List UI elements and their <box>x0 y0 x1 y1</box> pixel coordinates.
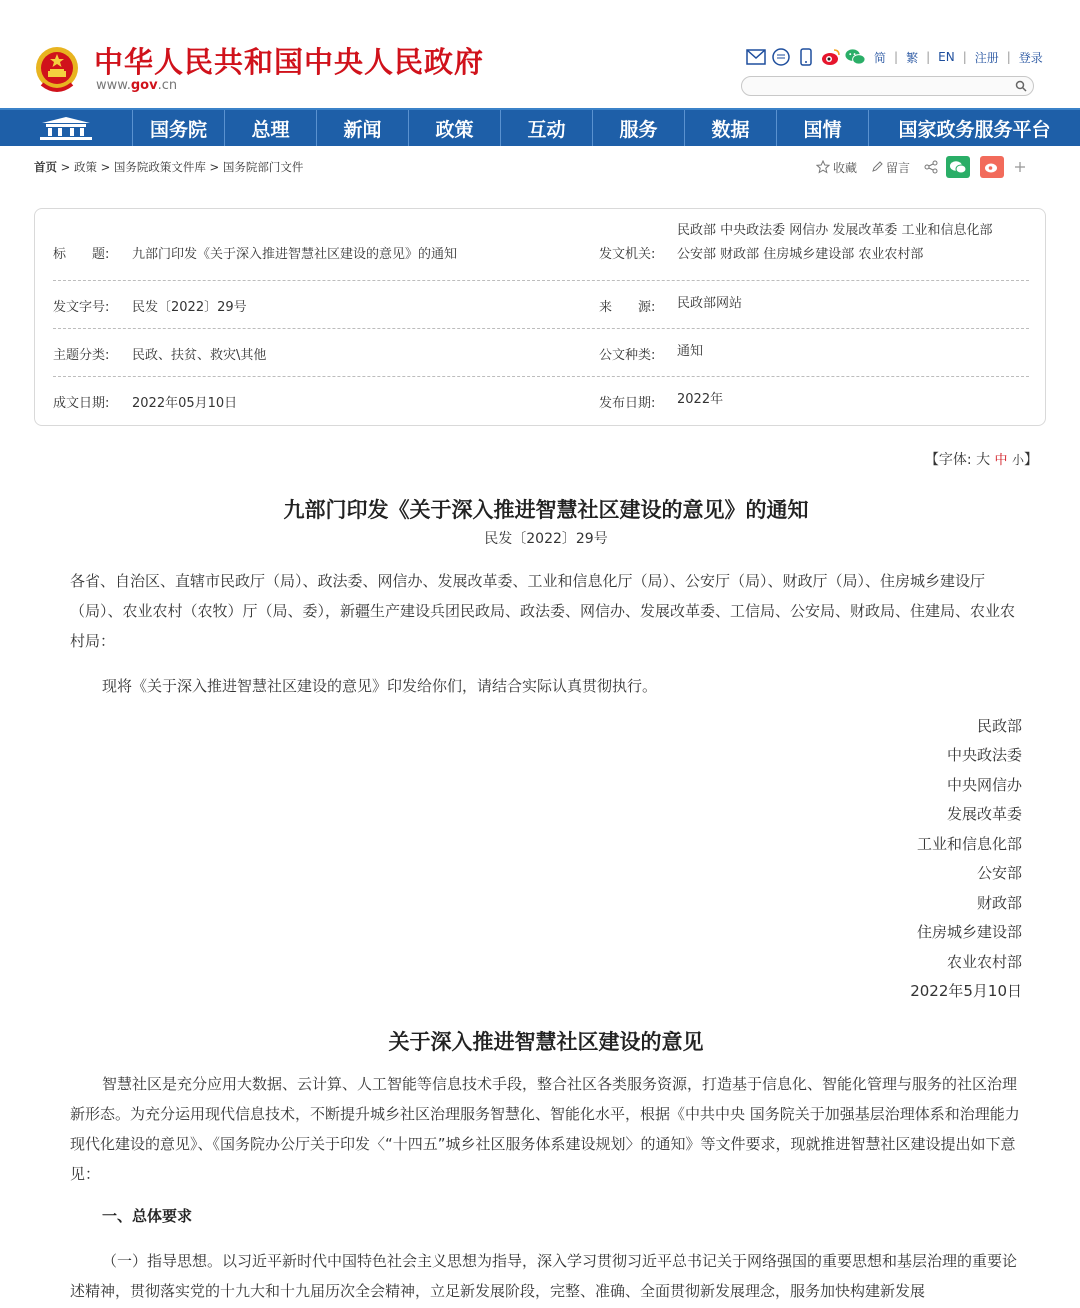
breadcrumb-department-docs[interactable]: 国务院部门文件 <box>222 160 304 174</box>
document-info-box <box>34 208 1046 426</box>
nav-home-icon[interactable] <box>0 110 132 146</box>
signature-date: 2022年5月10日 <box>910 982 1022 1000</box>
domain-suffix: .cn <box>157 78 178 93</box>
share-icon[interactable] <box>924 160 938 174</box>
wechat-share-icon[interactable] <box>946 156 970 178</box>
info-issuer-value <box>677 219 993 267</box>
info-published-label: 发布日期: <box>599 396 656 411</box>
nav-item-premier[interactable]: 总理 <box>224 110 316 146</box>
font-size-large[interactable]: 大 <box>976 452 991 468</box>
lang-simplified[interactable]: 简 <box>874 50 887 65</box>
info-number-label: 发文字号: <box>53 300 110 315</box>
guideline-paragraph: （一）指导思想。以习近平新时代中国特色社会主义思想为指导，深入学习贯彻习近平总书记关于网络强国的重要思想和基层治理的重要论述精神，贯彻落实党的十九大和十九届历次全会精神，立足新发展阶段，完整、准确、全面贯彻新发展理念，服务加快构建新发展 <box>70 1252 1018 1300</box>
pen-icon[interactable] <box>871 161 883 173</box>
national-emblem-icon[interactable] <box>34 44 80 96</box>
weibo-share-icon[interactable] <box>980 156 1004 178</box>
domain-prefix: www. <box>96 78 131 93</box>
login-link[interactable]: 登录 <box>1018 50 1043 65</box>
message-icon[interactable] <box>770 47 791 68</box>
article-title: 九部门印发《关于深入推进智慧社区建设的意见》的通知 <box>283 498 809 522</box>
info-type-value: 通知 <box>677 344 704 359</box>
nav-item-data[interactable]: 数据 <box>684 110 776 146</box>
search-box <box>741 76 1034 96</box>
nav-item-national-info[interactable]: 国情 <box>776 110 868 146</box>
star-icon[interactable] <box>816 160 830 174</box>
intro-paragraph: 现将《关于深入推进智慧社区建设的意见》印发给你们，请结合实际认真贯彻执行。 <box>102 677 658 695</box>
info-row-number <box>53 281 1029 329</box>
addressees-paragraph: 各省、自治区、直辖市民政厅（局）、政法委、网信办、发展改革委、工业和信息化厅（局）、公安厅（局）、财政厅（局）、住房城乡建设厅（局）、农业农村（农牧）厅（局、委），新疆生产建设兵团民政局、政法委、网信办、发展改革委、工信局、公安局、财政局、住建局、农业农村局： <box>70 572 1016 650</box>
signatory: 工业和信息化部 <box>916 835 1022 853</box>
font-size-small[interactable]: 小 <box>1011 453 1024 467</box>
signatory: 民政部 <box>976 717 1022 735</box>
search-icon[interactable] <box>1013 78 1029 94</box>
nav-item-interaction[interactable]: 互动 <box>500 110 592 146</box>
info-title-value: 九部门印发《关于深入推进智慧社区建设的意见》的通知 <box>132 247 458 262</box>
info-row-category <box>53 329 1029 377</box>
info-category-value: 民政、扶贫、救灾\其他 <box>132 348 267 363</box>
info-row-title <box>53 219 1029 281</box>
signatory: 中央政法委 <box>946 746 1022 764</box>
section-heading: 一、总体要求 <box>102 1207 193 1225</box>
info-number-value: 民发〔2022〕29号 <box>132 300 247 315</box>
article-number: 民发〔2022〕29号 <box>484 531 608 547</box>
info-type-label: 公文种类: <box>599 348 656 363</box>
signatory: 公安部 <box>976 864 1022 882</box>
nav-item-service-platform[interactable]: 国家政务服务平台 <box>868 110 1080 146</box>
lang-english[interactable]: EN <box>938 50 955 64</box>
separator: | <box>962 50 967 64</box>
mobile-icon[interactable] <box>795 47 816 68</box>
info-title-label: 标 题: <box>53 247 110 262</box>
font-size-switcher <box>925 449 1038 469</box>
info-category-label: 主题分类: <box>53 348 110 363</box>
info-issuer-line2: 公安部 财政部 住房城乡建设部 农业农村部 <box>677 247 924 262</box>
info-published-value: 2022年 <box>677 392 724 407</box>
info-issuer-line1: 民政部 中央政法委 网信办 发展改革委 工业和信息化部 <box>677 223 993 238</box>
info-written-label: 成文日期: <box>53 396 110 411</box>
register-link[interactable]: 注册 <box>974 50 999 65</box>
info-source-value: 民政部网站 <box>677 296 743 311</box>
plus-icon[interactable] <box>1014 161 1026 173</box>
nav-item-services[interactable]: 服务 <box>592 110 684 146</box>
font-size-suffix: 】 <box>1024 452 1038 468</box>
site-header <box>0 0 1080 108</box>
breadcrumb-policy-library[interactable]: 国务院政策文件库 <box>113 160 206 174</box>
info-written-value: 2022年05月10日 <box>132 396 238 411</box>
favorite-button[interactable]: 收藏 <box>833 160 858 175</box>
top-toolbar <box>745 46 1047 68</box>
signatory: 农业农村部 <box>946 953 1022 971</box>
weibo-icon[interactable] <box>820 47 841 68</box>
breadcrumb-policy[interactable]: 政策 <box>73 160 97 174</box>
font-size-medium[interactable]: 中 <box>994 453 1008 468</box>
body-paragraph: 智慧社区是充分应用大数据、云计算、人工智能等信息技术手段，整合社区各类服务资源，打造基于信息化、智能化管理与服务的社区治理新形态。为充分运用现代信息技术，不断提升城乡社区治理服务智慧化、智能化水平，根据《中共中央 国务院关于加强基层治理体系和治理能力现代化建设的意见》、《国务院办公厅关于印发〈“十四五”城乡社区服务体系建设规划〉的通知》等文件要求，现就推进智慧社区建设提出如下意见： <box>70 1075 1020 1183</box>
signatory: 中央网信办 <box>946 776 1022 794</box>
signatory: 发展改革委 <box>946 805 1022 823</box>
share-toolbar <box>816 155 1029 179</box>
nav-item-news[interactable]: 新闻 <box>316 110 408 146</box>
opinion-title: 关于深入推进智慧社区建设的意见 <box>388 1030 704 1054</box>
mail-icon[interactable] <box>745 47 766 68</box>
wechat-icon[interactable] <box>845 47 866 68</box>
site-domain[interactable] <box>96 78 177 93</box>
breadcrumb: 首页 > 政策 > 国务院政策文件库 > 国务院部门文件 <box>34 160 304 174</box>
nav-item-state-council[interactable]: 国务院 <box>132 110 224 146</box>
signatory: 住房城乡建设部 <box>916 923 1022 941</box>
info-issuer-label: 发文机关: <box>599 247 656 262</box>
separator: | <box>926 50 931 64</box>
separator: | <box>1006 50 1011 64</box>
breadcrumb-home[interactable]: 首页 <box>34 160 57 174</box>
lang-traditional[interactable]: 繁 <box>906 50 919 65</box>
nav-item-policy[interactable]: 政策 <box>408 110 500 146</box>
signatory: 财政部 <box>976 894 1022 912</box>
main-nav <box>0 108 1080 146</box>
search-input[interactable] <box>752 79 1012 97</box>
domain-main: gov <box>130 78 158 93</box>
comment-button[interactable]: 留言 <box>886 160 911 175</box>
info-row-dates <box>53 377 1029 425</box>
font-size-prefix: 【字体: <box>924 452 972 468</box>
info-source-label: 来 源: <box>599 300 656 315</box>
separator: | <box>894 50 899 64</box>
site-title[interactable]: 中华人民共和国中央人民政府 <box>94 45 485 79</box>
